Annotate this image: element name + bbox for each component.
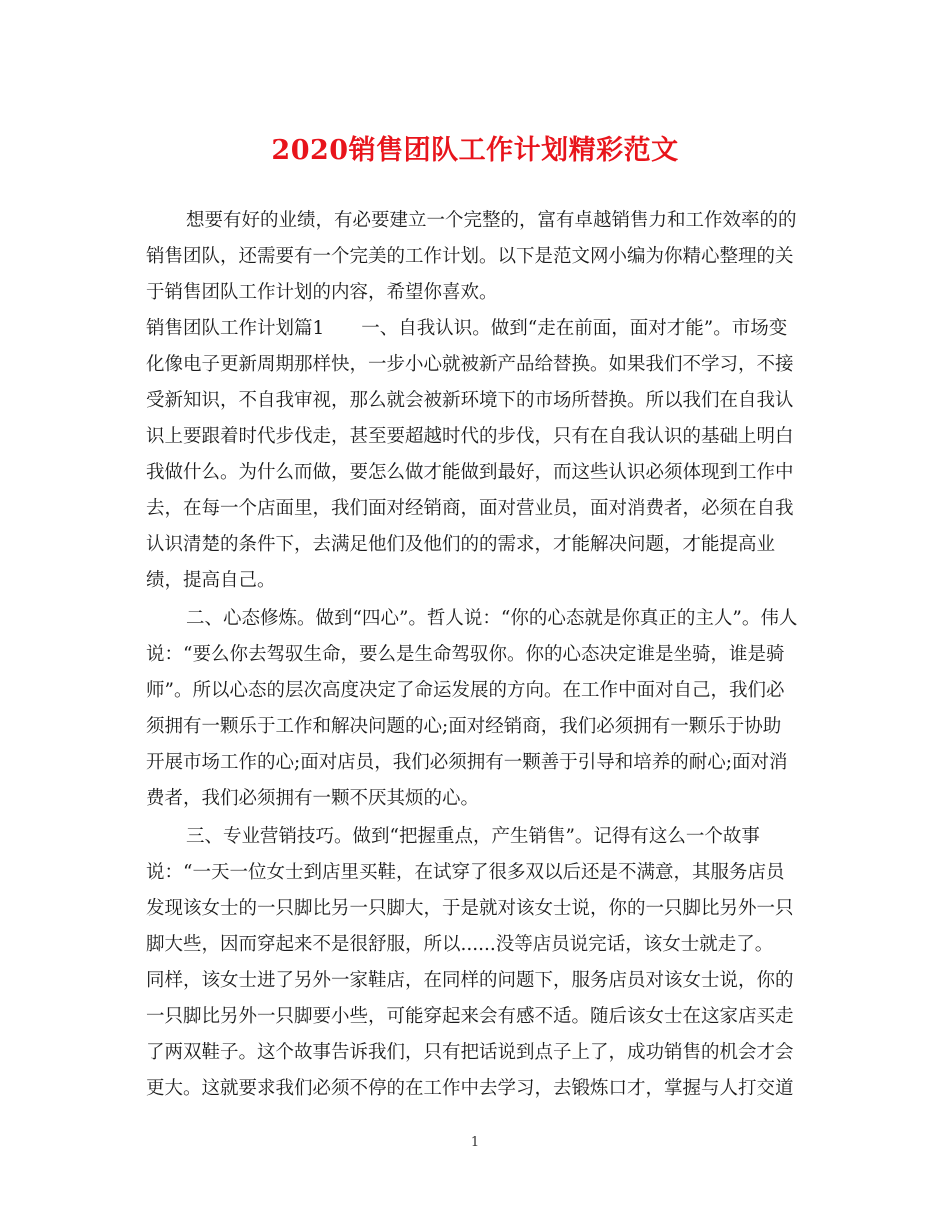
text-line: 师”。所以心态的层次高度决定了命运发展的方向。在工作中面对自己，我们必: [146, 680, 785, 701]
text-line: 一只脚比另外一只脚要小些，可能穿起来会有感不适。随后该女士在这家店买走: [146, 1006, 794, 1027]
text-line: 更大。这就要求我们必须不停的在工作中去学习，去锻炼口才，掌握与人打交道: [146, 1078, 794, 1099]
text-line: 发现该女士的一只脚比另一只脚大，于是就对该女士说，你的一只脚比另外一只: [146, 898, 794, 919]
text-line: 认识清楚的条件下，去满足他们及他们的的需求，才能解决问题，才能提高业: [146, 534, 776, 555]
text-line: 绩，提高自己。: [146, 570, 276, 591]
text-line: 我做什么。为什么而做，要怎么做才能做到最好，而这些认识必须体现到工作中: [146, 462, 794, 483]
text-line: 说：“一天一位女士到店里买鞋，在试穿了很多双以后还是不满意，其服务店员: [146, 862, 785, 883]
text-line: 费者，我们必须拥有一颗不厌其烦的心。: [146, 788, 480, 809]
text-line: 了两双鞋子。这个故事告诉我们，只有把话说到点子上了，成功销售的机会才会: [146, 1042, 794, 1063]
text-line: 同样，该女士进了另外一家鞋店，在同样的问题下，服务店员对该女士说，你的: [146, 970, 794, 991]
text-line: 三、专业营销技巧。做到“把握重点，产生销售”。记得有这么一个故事: [186, 826, 760, 847]
text-line: 销售团队工作计划篇1 一、自我认识。做到“走在前面，面对才能”。市场变: [146, 318, 788, 339]
text-line: 受新知识，不自我审视，那么就会被新环境下的市场所替换。所以我们在自我认: [146, 390, 794, 411]
text-line: 识上要跟着时代步伐走，甚至要超越时代的步伐，只有在自我认识的基础上明白: [146, 426, 794, 447]
text-line: 销售团队，还需要有一个完美的工作计划。以下是范文网小编为你精心整理的关: [146, 246, 794, 267]
text-line: 脚大些，因而穿起来不是很舒服，所以......没等店员说完话，该女士就走了。: [146, 934, 774, 955]
text-line: 二、心态修炼。做到“四心”。哲人说：“你的心态就是你真正的主人”。伟人: [186, 608, 798, 629]
text-line: 化像电子更新周期那样快，一步小心就被新产品给替换。如果我们不学习，不接: [146, 354, 794, 375]
text-line: 想要有好的业绩，有必要建立一个完整的，富有卓越销售力和工作效率的的: [186, 210, 797, 231]
text-line: 须拥有一颗乐于工作和解决问题的心;面对经销商，我们必须拥有一颗乐于协助: [146, 716, 782, 737]
text-line: 说：“要么你去驾驭生命，要么是生命驾驭你。你的心态决定谁是坐骑，谁是骑: [146, 644, 785, 665]
text-line: 去，在每一个店面里，我们面对经销商，面对营业员，面对消费者，必须在自我: [146, 498, 794, 519]
text-line: 于销售团队工作计划的内容，希望你喜欢。: [146, 282, 498, 303]
document-title: 2020销售团队工作计划精彩范文: [271, 135, 679, 166]
text-line: 开展市场工作的心;面对店员，我们必须拥有一颗善于引导和培养的耐心;面对消: [146, 752, 788, 773]
page-number: 1: [470, 1135, 480, 1150]
